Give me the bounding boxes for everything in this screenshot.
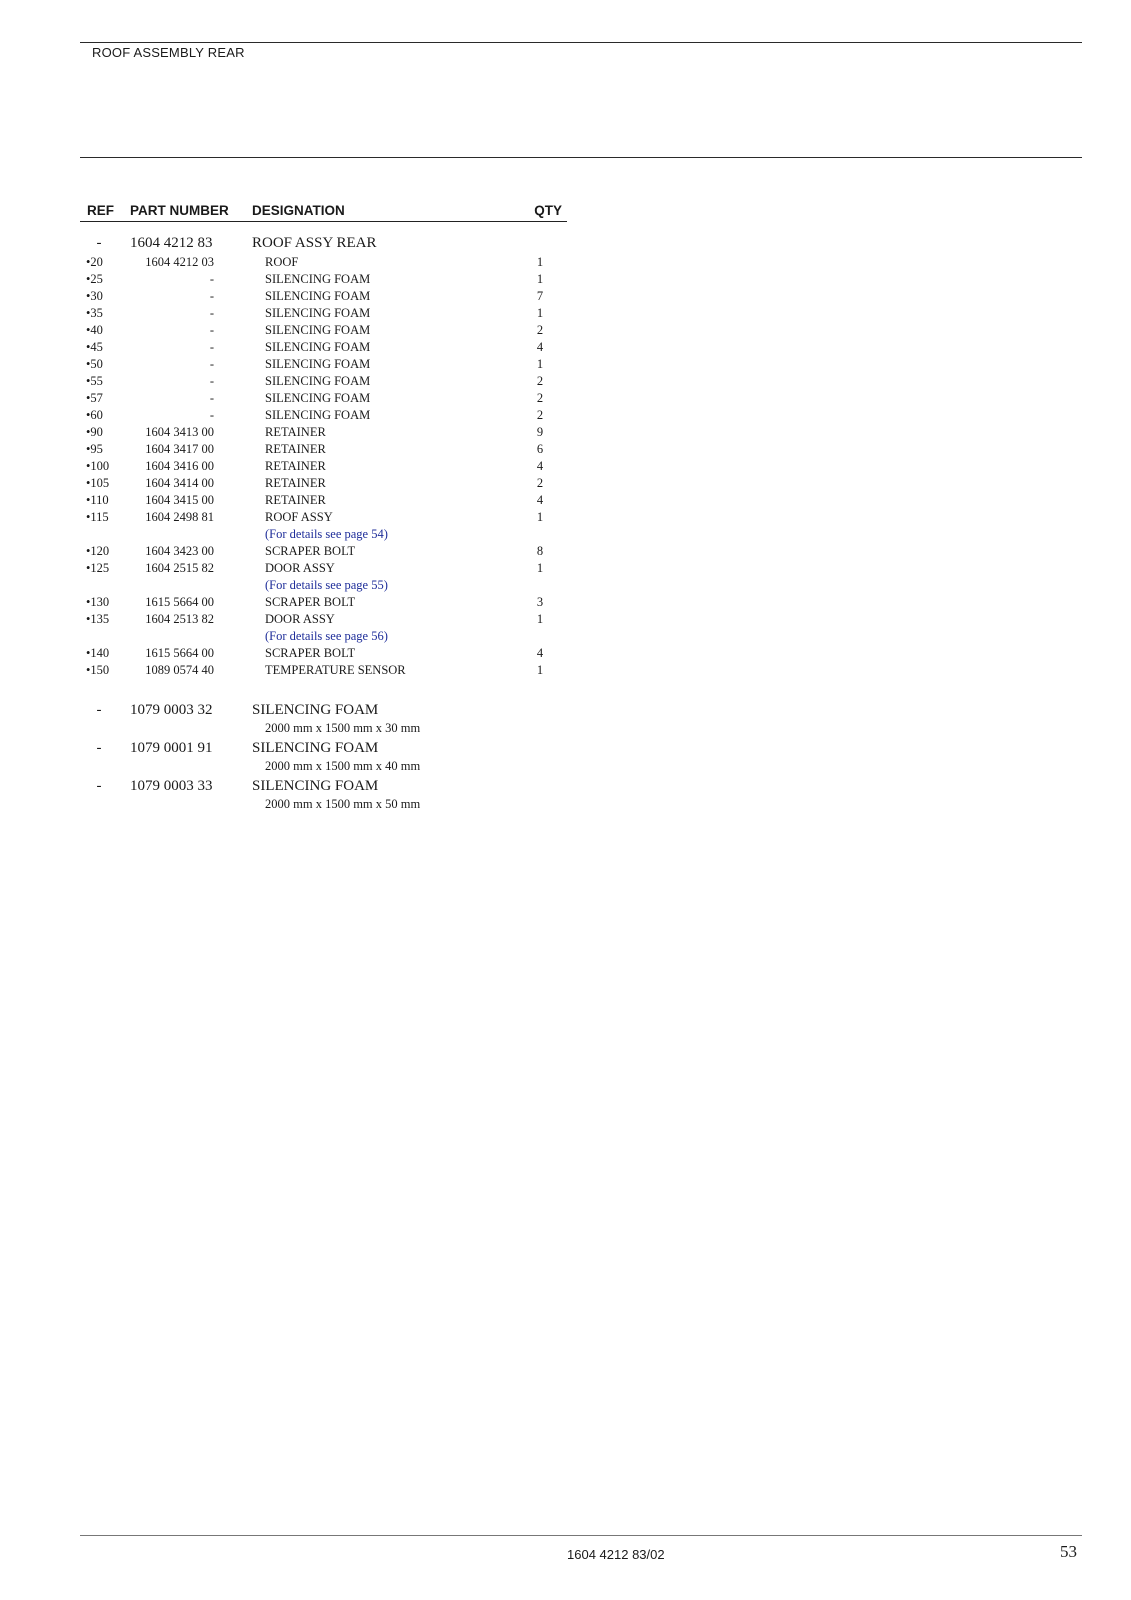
row-qty: 2 [536,374,544,388]
table-row [0,271,1131,288]
header-bottom-rule [80,157,1082,158]
top-rule [80,42,1082,43]
row-part-number: - [209,374,214,388]
row-qty: 1 [536,357,544,371]
table-row [0,441,1131,458]
table-row [0,458,1131,475]
row-ref: •150 [86,663,110,677]
row-qty: 6 [536,442,544,456]
extra-item-row [0,700,1131,720]
row-ref: •25 [86,272,103,286]
row-designation: ROOF [265,255,299,269]
row-part-number: 1604 3417 00 [145,442,214,456]
extra-item-designation: SILENCING FOAM [252,702,379,718]
assembly-part-number: 1604 4212 83 [130,235,213,251]
row-part-number: - [209,391,214,405]
table-row [0,339,1131,356]
table-row [0,424,1131,441]
row-part-number: - [209,306,214,320]
extra-item-dimensions: 2000 mm x 1500 mm x 40 mm [265,759,421,773]
row-part-number: 1615 5664 00 [145,595,214,609]
column-header-rule [80,221,567,222]
row-ref: •90 [86,425,103,439]
row-designation: RETAINER [265,493,326,507]
row-ref: •115 [86,510,109,524]
row-designation: RETAINER [265,476,326,490]
row-ref: •30 [86,289,103,303]
table-row [0,288,1131,305]
row-qty: 9 [536,425,544,439]
extra-item-row [0,738,1131,758]
row-ref: •20 [86,255,103,269]
footer-document-number: 1604 4212 83/02 [567,1547,665,1562]
row-part-number: 1604 4212 03 [145,255,214,269]
row-part-number: 1604 2515 82 [145,561,214,575]
table-row [0,492,1131,509]
extra-item-part-number: 1079 0003 32 [130,702,213,718]
row-qty: 1 [536,306,544,320]
column-header-part-number: PART NUMBER [130,203,229,218]
row-qty: 1 [536,663,544,677]
row-designation: TEMPERATURE SENSOR [265,663,406,677]
row-part-number: 1615 5664 00 [145,646,214,660]
table-row [0,611,1131,628]
row-designation: SCRAPER BOLT [265,544,356,558]
row-designation: SILENCING FOAM [265,323,371,337]
extra-item-designation: SILENCING FOAM [252,778,379,794]
row-designation: ROOF ASSY [265,510,333,524]
table-row [0,407,1131,424]
row-part-number: - [209,340,214,354]
page-header-title: ROOF ASSEMBLY REAR [92,45,245,60]
extra-item-ref: - [96,702,102,718]
row-ref: •140 [86,646,110,660]
extra-item-part-number: 1079 0003 33 [130,778,213,794]
row-part-number: 1604 2498 81 [145,510,214,524]
extra-item-dimensions: 2000 mm x 1500 mm x 30 mm [265,721,421,735]
row-qty: 1 [536,561,544,575]
row-part-number: 1604 3415 00 [145,493,214,507]
extra-item-ref: - [96,740,102,756]
row-designation: SILENCING FOAM [265,357,371,371]
extra-item-dimensions: 2000 mm x 1500 mm x 50 mm [265,797,421,811]
row-part-number: 1604 2513 82 [145,612,214,626]
row-qty: 2 [536,323,544,337]
row-qty: 4 [536,493,544,507]
row-designation: RETAINER [265,459,326,473]
row-ref: •40 [86,323,103,337]
row-part-number: 1604 3416 00 [145,459,214,473]
table-row [0,356,1131,373]
row-ref: •135 [86,612,110,626]
row-part-number: - [209,272,214,286]
table-row [0,475,1131,492]
row-qty: 4 [536,459,544,473]
row-designation: RETAINER [265,442,326,456]
assembly-row [0,233,1131,253]
column-header-designation: DESIGNATION [252,203,345,218]
table-row [0,594,1131,611]
extra-item-ref: - [96,778,102,794]
details-note: (For details see page 54) [265,527,388,541]
row-part-number: 1604 3413 00 [145,425,214,439]
row-qty: 4 [536,646,544,660]
row-ref: •50 [86,357,103,371]
table-row [0,560,1131,577]
column-header-ref: REF [87,203,114,218]
row-designation: RETAINER [265,425,326,439]
footer-rule [80,1535,1082,1536]
details-note: (For details see page 55) [265,578,388,592]
row-ref: •130 [86,595,110,609]
row-qty: 1 [536,612,544,626]
assembly-ref: - [96,235,102,251]
row-qty: 1 [536,272,544,286]
table-row [0,645,1131,662]
extra-item-designation: SILENCING FOAM [252,740,379,756]
row-designation: SILENCING FOAM [265,306,371,320]
row-qty: 2 [536,391,544,405]
row-designation: SILENCING FOAM [265,374,371,388]
row-part-number: 1604 3423 00 [145,544,214,558]
table-row [0,509,1131,526]
row-ref: •105 [86,476,110,490]
row-part-number: 1089 0574 40 [145,663,214,677]
row-ref: •57 [86,391,103,405]
row-designation: SILENCING FOAM [265,391,371,405]
row-qty: 1 [536,255,544,269]
row-ref: •110 [86,493,109,507]
row-ref: •95 [86,442,103,456]
assembly-designation: ROOF ASSY REAR [252,235,377,251]
row-part-number: - [209,289,214,303]
table-row [0,373,1131,390]
row-designation: SCRAPER BOLT [265,595,356,609]
row-designation: SILENCING FOAM [265,289,371,303]
row-designation: SILENCING FOAM [265,340,371,354]
row-ref: •120 [86,544,110,558]
details-note: (For details see page 56) [265,629,388,643]
table-row [0,543,1131,560]
row-qty: 4 [536,340,544,354]
row-designation: SILENCING FOAM [265,408,371,422]
row-ref: •100 [86,459,110,473]
page-number: 53 [1060,1542,1077,1561]
column-header-qty: QTY [534,203,562,218]
extra-item-part-number: 1079 0001 91 [130,740,213,756]
row-ref: •55 [86,374,103,388]
row-ref: •35 [86,306,103,320]
row-part-number: - [209,323,214,337]
row-designation: DOOR ASSY [265,561,335,575]
row-ref: •125 [86,561,110,575]
row-qty: 3 [536,595,544,609]
row-designation: DOOR ASSY [265,612,335,626]
row-qty: 7 [536,289,544,303]
row-ref: •45 [86,340,103,354]
row-qty: 2 [536,476,544,490]
row-designation: SILENCING FOAM [265,272,371,286]
table-row [0,305,1131,322]
row-qty: 1 [536,510,544,524]
table-row [0,254,1131,271]
row-part-number: - [209,357,214,371]
row-part-number: - [209,408,214,422]
row-qty: 8 [536,544,544,558]
extra-item-row [0,776,1131,796]
table-row [0,662,1131,679]
row-qty: 2 [536,408,544,422]
table-row [0,390,1131,407]
row-part-number: 1604 3414 00 [145,476,214,490]
table-row [0,322,1131,339]
row-designation: SCRAPER BOLT [265,646,356,660]
row-ref: •60 [86,408,103,422]
